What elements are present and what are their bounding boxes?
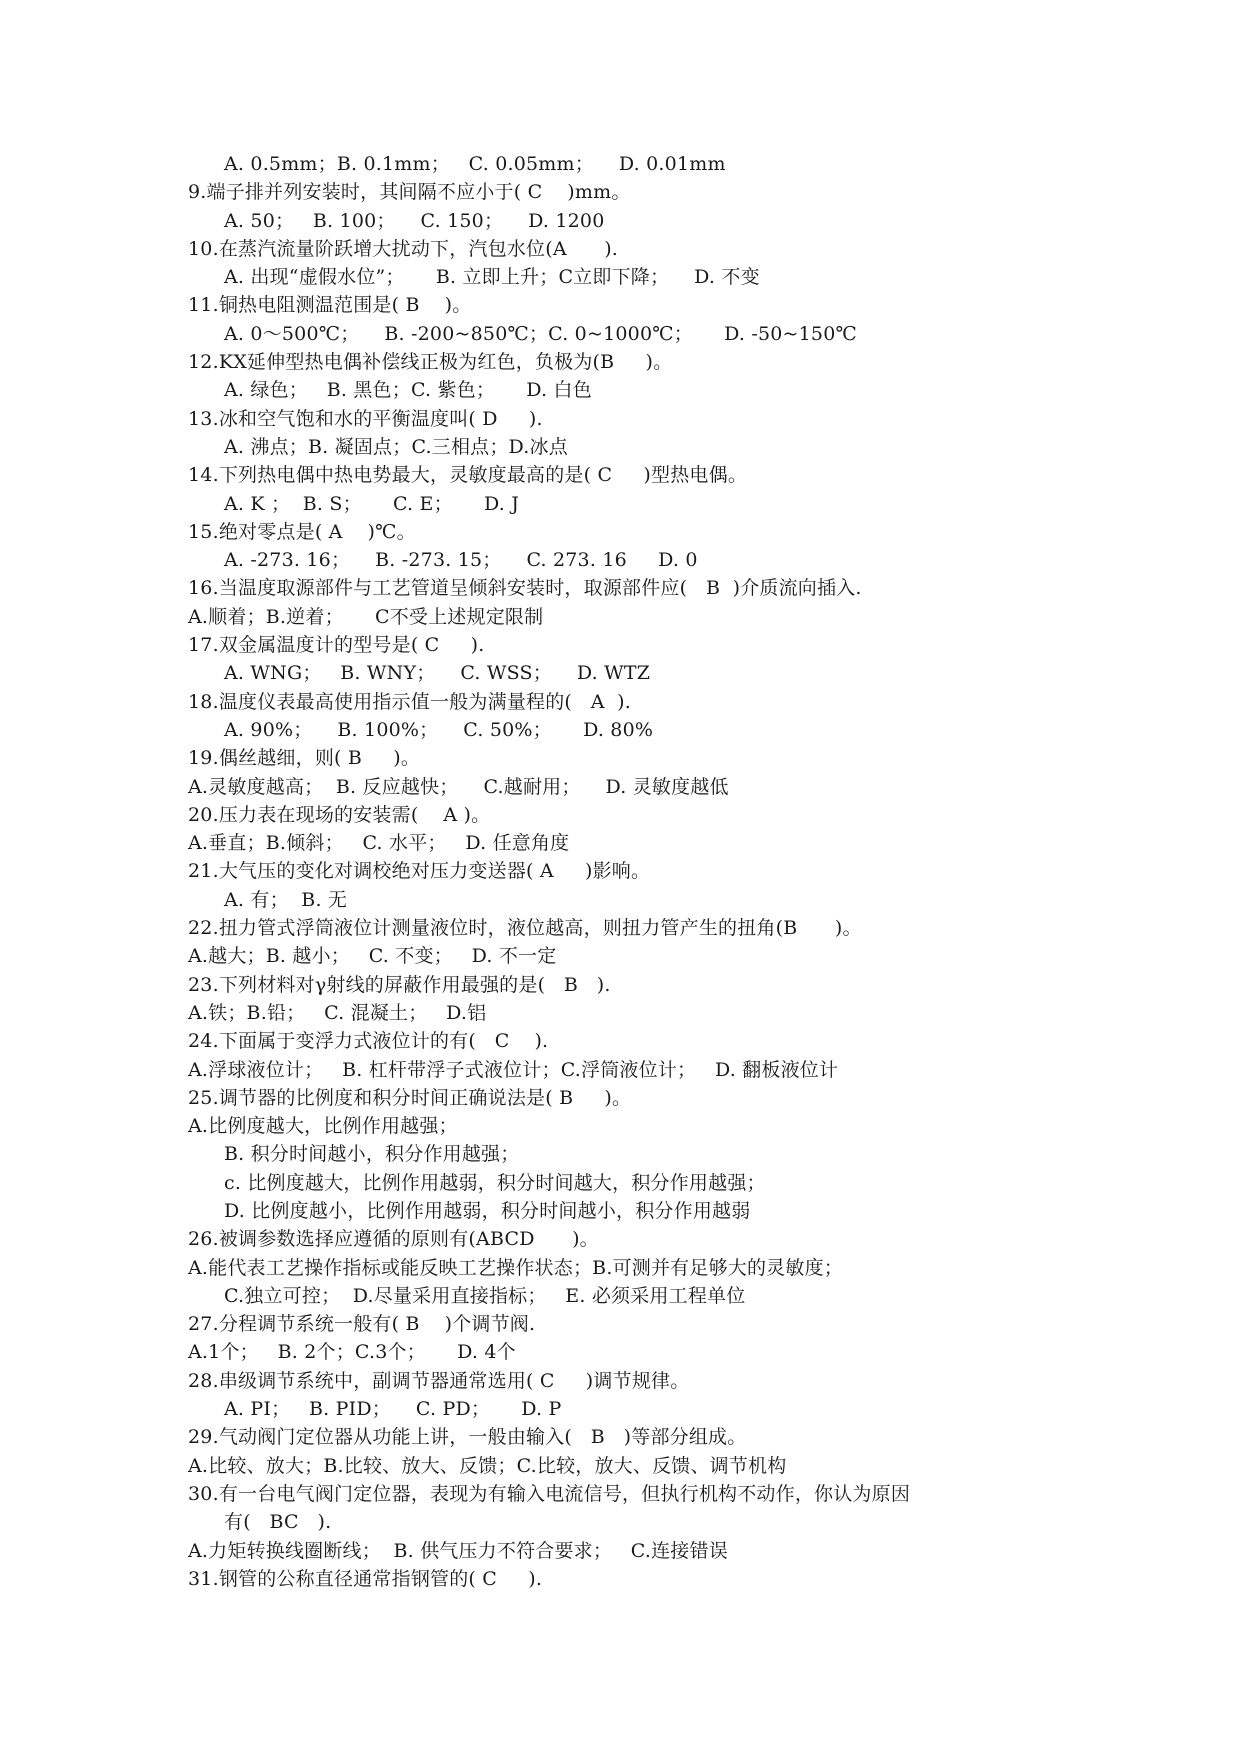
answer-options-line: A. -273. 16； B. -273. 15； C. 273. 16 D. 0 <box>224 549 698 572</box>
question-line: 30.有一台电气阀门定位器，表现为有输入电流信号，但执行机构不动作，你认为原因 <box>188 1482 911 1505</box>
answer-options-line: B. 积分时间越小，积分作用越强； <box>224 1143 520 1166</box>
question-line: 27.分程调节系统一般有( B )个调节阀. <box>188 1313 536 1336</box>
question-line: 17.双金属温度计的型号是( C ). <box>188 634 485 657</box>
question-line: A.越大；B. 越小； C. 不变； D. 不一定 <box>188 945 557 968</box>
answer-options-line: A. 0～500℃； B. -200~850℃；C. 0~1000℃； D. -50~150℃ <box>224 322 857 345</box>
answer-options-line: A. 90%； B. 100%； C. 50%； D. 80% <box>224 718 654 741</box>
answer-options-line: A. K ； B. S； C. E； D. J <box>224 492 520 515</box>
question-line: 23.下列材料对γ射线的屏蔽作用最强的是( B ). <box>188 973 611 996</box>
question-line: A.垂直；B.倾斜； C. 水平； D. 任意角度 <box>188 832 570 855</box>
question-line: 31.钢管的公称直径通常指钢管的( C ). <box>188 1567 543 1590</box>
question-line: 14.下列热电偶中热电势最大，灵敏度最高的是( C )型热电偶。 <box>188 464 748 487</box>
answer-options-line: A. WNG； B. WNY； C. WSS； D. WTZ <box>224 662 651 685</box>
question-line: 22.扭力管式浮筒液位计测量液位时，液位越高，则扭力管产生的扭角(B )。 <box>188 917 862 940</box>
question-line: 29.气动阀门定位器从功能上讲，一般由输入( B )等部分组成。 <box>188 1426 747 1449</box>
question-line: A.能代表工艺操作指标或能反映工艺操作状态；B.可测并有足够大的灵敏度； <box>188 1256 843 1279</box>
question-line: A.顺着；B.逆着； C不受上述规定限制 <box>188 605 544 628</box>
question-line: 9.端子排并列安装时，其间隔不应小于( C )mm。 <box>188 181 631 204</box>
question-line: A.浮球液位计； B. 杠杆带浮子式液位计；C.浮筒液位计； D. 翻板液位计 <box>188 1058 839 1081</box>
answer-options-line: 有( BC ). <box>224 1511 332 1534</box>
answer-options-line: C.独立可控； D.尽量采用直接指标； E. 必须采用工程单位 <box>224 1284 746 1307</box>
answer-options-line: A. 50； B. 100； C. 150； D. 1200 <box>224 209 605 232</box>
answer-options-line: A. PI； B. PID； C. PD； D. P <box>224 1398 562 1421</box>
question-line: 16.当温度取源部件与工艺管道呈倾斜安装时，取源部件应( B )介质流向插入. <box>188 577 862 600</box>
answer-options-line: A. 绿色； B. 黑色；C. 紫色； D. 白色 <box>224 379 592 402</box>
question-line: 20.压力表在现场的安装需( A )。 <box>188 803 491 826</box>
answer-options-line: A. 出现“虚假水位”； B. 立即上升；C立即下降； D. 不变 <box>224 266 760 289</box>
question-line: 21.大气压的变化对调校绝对压力变送器( A )影响。 <box>188 860 651 883</box>
question-line: 13.冰和空气饱和水的平衡温度叫( D ). <box>188 407 543 430</box>
question-line: 19.偶丝越细，则( B )。 <box>188 747 421 770</box>
question-line: 15.绝对零点是( A )℃。 <box>188 520 416 543</box>
answer-options-line: A. 0.5mm；B. 0.1mm； C. 0.05mm； D. 0.01mm <box>224 153 726 175</box>
question-line: A.比例度越大，比例作用越强； <box>188 1115 458 1138</box>
question-line: A.灵敏度越高； B. 反应越快； C.越耐用； D. 灵敏度越低 <box>188 775 729 798</box>
question-line: 12.KX延伸型热电偶补偿线正极为红色，负极为(B )。 <box>188 351 673 374</box>
answer-options-line: A. 有； B. 无 <box>224 888 348 911</box>
question-line: A.力矩转换线圈断线； B. 供气压力不符合要求； C.连接错误 <box>188 1539 728 1562</box>
question-line: 18.温度仪表最高使用指示值一般为满量程的( A ). <box>188 690 632 713</box>
question-line: 11.铜热电阻测温范围是( B )。 <box>188 294 472 317</box>
question-line: 25.调节器的比例度和积分时间正确说法是( B )。 <box>188 1086 632 1109</box>
question-line: A.铁；B.铅； C. 混凝土； D.铝 <box>188 1001 487 1024</box>
question-line: 26.被调参数选择应遵循的原则有(ABCD )。 <box>188 1228 599 1251</box>
question-line: A.比较、放大；B.比较、放大、反馈；C.比较，放大、反馈、调节机构 <box>188 1454 787 1477</box>
answer-options-line: A. 沸点；B. 凝固点；C.三相点；D.冰点 <box>224 435 568 458</box>
question-line: A.1个； B. 2个；C.3个； D. 4个 <box>188 1341 516 1364</box>
question-line: 24.下面属于变浮力式液位计的有( C ). <box>188 1030 549 1053</box>
question-line: 28.串级调节系统中，副调节器通常选用( C )调节规律。 <box>188 1369 690 1392</box>
answer-options-line: D. 比例度越小，比例作用越弱，积分时间越小，积分作用越弱 <box>224 1199 751 1222</box>
answer-options-line: c. 比例度越大，比例作用越弱，积分时间越大，积分作用越强； <box>224 1171 766 1194</box>
question-line: 10.在蒸汽流量阶跃增大扰动下，汽包水位(A ). <box>188 237 619 260</box>
question-list <box>188 150 1088 1593</box>
